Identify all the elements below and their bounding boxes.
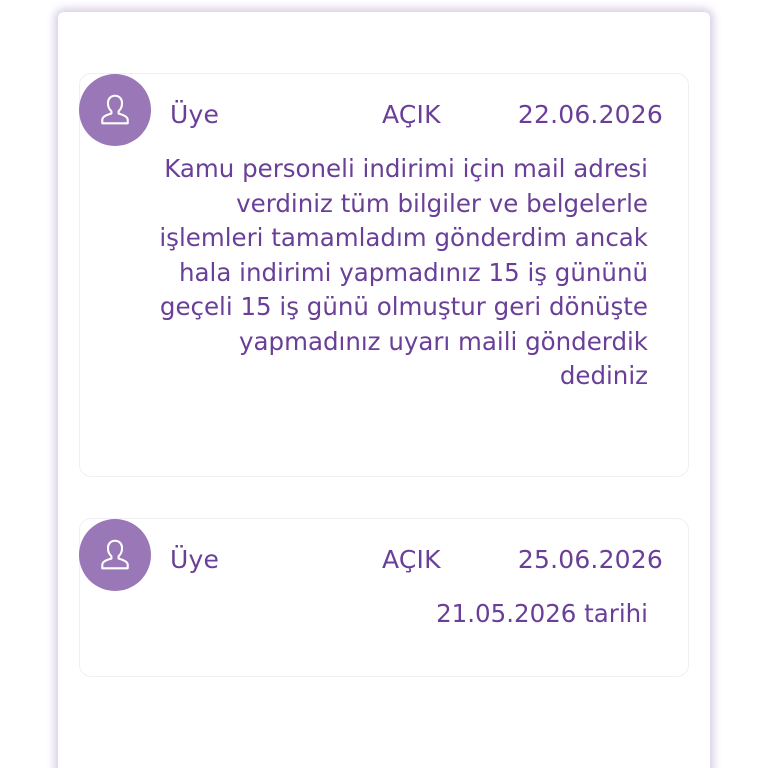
message-author: Üye: [170, 545, 220, 574]
message-status-badge: AÇIK: [382, 545, 441, 574]
message-author: Üye: [170, 100, 220, 129]
message-status-badge: AÇIK: [382, 100, 441, 129]
message-date: 25.06.2026: [517, 545, 663, 574]
message-card: [79, 518, 689, 677]
user-avatar-icon: [79, 74, 151, 146]
message-card: [79, 73, 689, 477]
message-text: 21.05.2026 tarihi: [436, 599, 648, 628]
message-date: 22.06.2026: [517, 100, 663, 129]
message-text: Kamu personeli indirimi için mail adresi verdiniz tüm bilgiler ve belgelerle işlemleri tamamladım gönderdim ancak hala indirimi yapmadınız 15 iş gününü geçeli 15 iş günü olmuştur geri dönüşte yapmadınız uyarı maili gönderdik dediniz: [159, 154, 648, 390]
user-avatar-icon: [79, 519, 151, 591]
